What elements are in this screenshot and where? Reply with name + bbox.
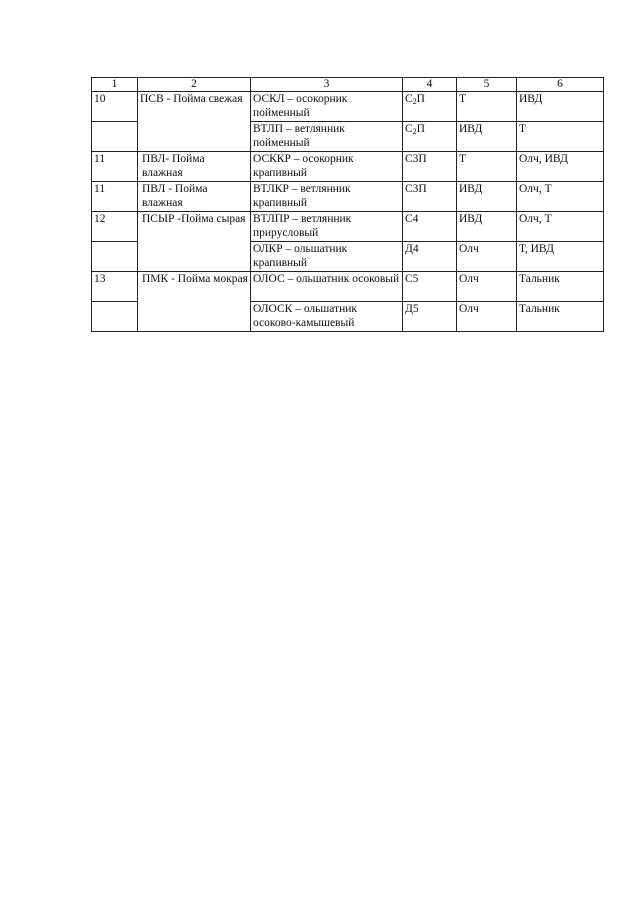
col5-cell: Т	[457, 152, 517, 182]
habitat-cell: ПСВ - Пойма свежая	[138, 92, 251, 152]
row-number: 11	[92, 182, 138, 212]
header-cell-5: 5	[457, 78, 517, 92]
row-number-empty	[92, 302, 138, 332]
col5-cell: Т	[457, 92, 517, 122]
code-cell: С5	[403, 272, 457, 302]
table-row	[92, 92, 604, 122]
header-cell-2: 2	[138, 78, 251, 92]
row-number-empty	[92, 122, 138, 152]
forest-type-cell: ВТЛКР – ветлянник крапивный	[251, 182, 403, 212]
code-cell: С3П	[403, 182, 457, 212]
table-row	[92, 272, 604, 302]
code-cell	[403, 92, 457, 122]
habitat-cell: ПСЫР -Пойма сырая	[138, 212, 251, 272]
row-number: 12	[92, 212, 138, 242]
row-number: 13	[92, 272, 138, 302]
code-suffix: П	[416, 93, 425, 105]
table-row	[92, 182, 604, 212]
row-number: 11	[92, 152, 138, 182]
forest-type-cell: ВТЛПР – ветлянник прирусловый	[251, 212, 403, 242]
code-subscript: 2	[412, 127, 417, 136]
table-row	[92, 152, 604, 182]
forest-type-cell: ВТЛП – ветлянник пойменный	[251, 122, 403, 152]
code-letter: С	[405, 123, 413, 135]
habitat-cell: ПВЛ - Пойма влажная	[138, 182, 251, 212]
forest-type-cell: ОЛОС – ольшатник осоковый	[251, 272, 403, 302]
forest-type-cell: ОЛКР – ольшатник крапивный	[251, 242, 403, 272]
col6-cell: Олч, Т	[517, 182, 604, 212]
col6-cell: ИВД	[517, 92, 604, 122]
col6-cell: Т, ИВД	[517, 242, 604, 272]
row-number: 10	[92, 92, 138, 122]
table-body	[92, 92, 604, 332]
row-number-empty	[92, 242, 138, 272]
col6-cell: Тальник	[517, 272, 604, 302]
habitat-cell: ПМК - Пойма мокрая	[138, 272, 251, 332]
header-cell-6: 6	[517, 78, 604, 92]
col6-cell: Т	[517, 122, 604, 152]
col5-cell: ИВД	[457, 182, 517, 212]
col5-cell: Олч	[457, 242, 517, 272]
header-cell-1: 1	[92, 78, 138, 92]
forest-type-cell: ОСККР – осокорник крапивный	[251, 152, 403, 182]
code-cell	[403, 122, 457, 152]
code-cell: С3П	[403, 152, 457, 182]
table-header	[92, 78, 604, 92]
forest-types-table	[91, 77, 604, 332]
col6-cell: Олч, ИВД	[517, 152, 604, 182]
habitat-cell: ПВЛ- Пойма влажная	[138, 152, 251, 182]
table-row	[92, 212, 604, 242]
header-row	[92, 78, 604, 92]
header-cell-3: 3	[251, 78, 403, 92]
code-suffix: П	[416, 123, 425, 135]
col5-cell: ИВД	[457, 212, 517, 242]
forest-type-cell: ОСКЛ – осокорник пойменный	[251, 92, 403, 122]
col6-cell: Олч, Т	[517, 212, 604, 242]
col6-cell: Тальник	[517, 302, 604, 332]
col5-cell: ИВД	[457, 122, 517, 152]
col5-cell: Олч	[457, 272, 517, 302]
header-cell-4: 4	[403, 78, 457, 92]
code-cell: С4	[403, 212, 457, 242]
code-cell: Д4	[403, 242, 457, 272]
forest-type-cell: ОЛОСК – ольшатник осоково-камышевый	[251, 302, 403, 332]
code-subscript: 2	[412, 97, 417, 106]
col5-cell: Олч	[457, 302, 517, 332]
code-letter: С	[405, 93, 413, 105]
code-cell: Д5	[403, 302, 457, 332]
